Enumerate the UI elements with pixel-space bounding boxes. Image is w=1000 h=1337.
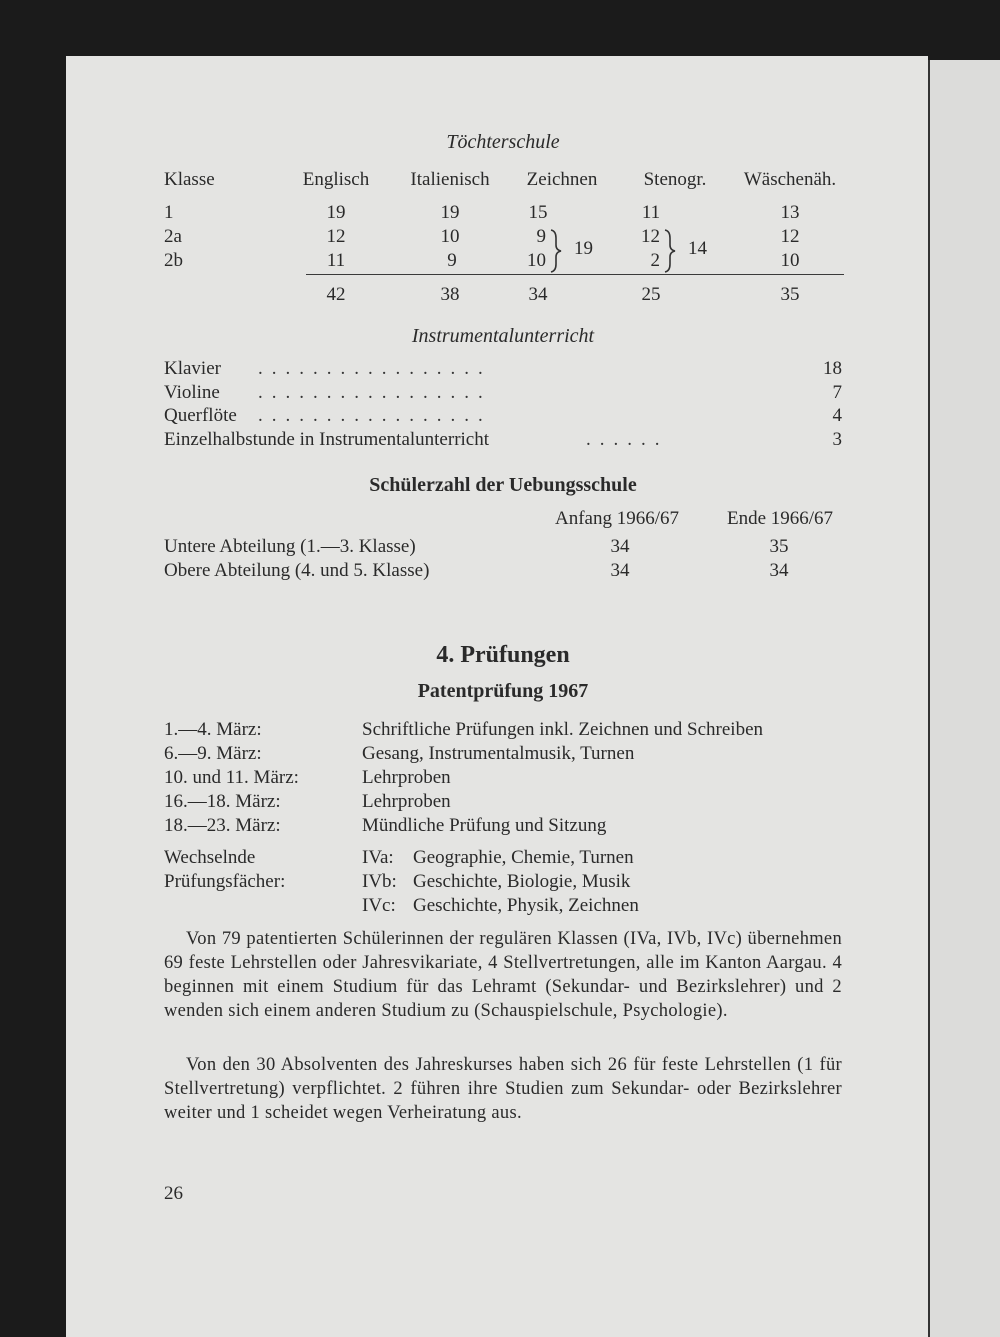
total-italienisch: 38 — [440, 284, 460, 305]
schedule-date: 6.—9. März: — [164, 743, 262, 764]
pruefungen-subtitle: Patentprüfung 1967 — [417, 680, 589, 702]
leader-dots: ................. — [258, 358, 492, 379]
paragraph-patentierte: Von 79 patentierten Schülerinnen der regulären Klassen (IVa, IVb, IVc) übernehmen 69 feste Lehrstellen oder Jahresvikariate, 4 Stellvertretungen, alle im Kanton Aargau. 4 beginnen mit einem Studium für das Lehramt (Sekundar- und Bezirkslehrer) und 2 wenden sich einem anderen Studium zu (Schauspielschule, Psychologie). — [164, 929, 842, 1021]
schedule-desc: Gesang, Instrumentalmusik, Turnen — [362, 743, 635, 764]
col-header-italienisch: Italienisch — [410, 169, 490, 190]
uebungsschule-untere-ende: 35 — [769, 536, 789, 557]
uebungsschule-untere-anfang: 34 — [610, 536, 630, 557]
fach-desc: Geschichte, Physik, Zeichnen — [413, 895, 639, 916]
col-header-zeichnen: Zeichnen — [526, 169, 598, 190]
row-2a-zeichnen: 9 — [536, 226, 546, 247]
uebungsschule-row-untere: Untere Abteilung (1.—3. Klasse) — [164, 536, 416, 557]
schedule-date: 18.—23. März: — [164, 815, 281, 836]
fach-code: IVc: — [362, 895, 396, 916]
total-zeichnen: 34 — [528, 284, 548, 305]
instrumental-title: Instrumentalunterricht — [411, 325, 595, 347]
fach-code: IVa: — [362, 847, 394, 868]
row-2b-waeschenaeh: 10 — [780, 250, 800, 271]
pruefungsfaecher-label: Prüfungsfächer: — [164, 871, 286, 892]
schedule-desc: Lehrproben — [362, 791, 451, 812]
zeichnen-brace-icon — [549, 228, 563, 274]
row-2a-waeschenaeh: 12 — [780, 226, 800, 247]
total-stenogr: 25 — [641, 284, 661, 305]
instr-label-violine: Violine — [164, 382, 220, 403]
row-1-waeschenaeh: 13 — [780, 202, 800, 223]
total-englisch: 42 — [326, 284, 346, 305]
schedule-desc: Lehrproben — [362, 767, 451, 788]
schedule-desc: Mündliche Prüfung und Sitzung — [362, 815, 607, 836]
zeichnen-combined: 19 — [574, 238, 593, 259]
fach-code: IVb: — [362, 871, 397, 892]
col-header-englisch: Englisch — [302, 169, 370, 190]
adjacent-page-edge — [928, 60, 1000, 1337]
uebungsschule-title: Schülerzahl der Uebungsschule — [369, 474, 637, 496]
row-1-stenogr: 11 — [641, 202, 661, 223]
totals-rule — [306, 274, 844, 275]
row-2a-stenogr: 12 — [641, 226, 660, 247]
paragraph-absolventen: Von den 30 Absolventen des Jahreskurses haben sich 26 für feste Lehrstellen (1 für Stellvertretung) verpflichtet. 2 führen ihre Studien zum Sekundar- oder Bezirkslehrer weiter und 1 scheidet wegen Verheiratung aus. — [164, 1055, 842, 1123]
leader-dots: ................. — [258, 382, 492, 403]
row-2b-englisch: 11 — [326, 250, 346, 271]
row-2a-englisch: 12 — [326, 226, 346, 247]
page-number: 26 — [164, 1183, 183, 1204]
instr-label-querfloete: Querflöte — [164, 405, 237, 426]
row-1-italienisch: 19 — [440, 202, 460, 223]
instr-label-einzelhalbstunde: Einzelhalbstunde in Instrumentalunterricht — [164, 429, 490, 450]
total-waeschenaeh: 35 — [780, 284, 800, 305]
row-1-klasse: 1 — [164, 202, 174, 223]
uebungsschule-obere-anfang: 34 — [610, 560, 630, 581]
fach-desc: Geschichte, Biologie, Musik — [413, 871, 631, 892]
row-2b-italienisch: 9 — [447, 250, 457, 271]
uebungsschule-row-obere: Obere Abteilung (4. und 5. Klasse) — [164, 560, 430, 581]
col-header-waeschenaeh: Wäschenäh. — [743, 169, 837, 190]
uebungsschule-col-anfang: Anfang 1966/67 — [554, 508, 680, 529]
instr-value-einzelhalbstunde: 3 — [832, 429, 842, 450]
instr-value-klavier: 18 — [823, 358, 842, 379]
fach-desc: Geographie, Chemie, Turnen — [413, 847, 634, 868]
col-header-klasse: Klasse — [164, 169, 215, 190]
schedule-desc: Schriftliche Prüfungen inkl. Zeichnen und Schreiben — [362, 719, 764, 740]
wechselnde-label: Wechselnde — [164, 847, 256, 868]
schedule-date: 10. und 11. März: — [164, 767, 299, 788]
pruefungen-title: 4. Prüfungen — [436, 642, 570, 668]
leader-dots: ................. — [258, 405, 492, 426]
col-header-stenogr: Stenogr. — [643, 169, 707, 190]
row-2b-zeichnen: 10 — [527, 250, 546, 271]
row-2b-stenogr: 2 — [650, 250, 660, 271]
instr-value-violine: 7 — [832, 382, 842, 403]
row-2a-klasse: 2a — [164, 226, 182, 247]
instr-label-klavier: Klavier — [164, 358, 221, 379]
toechterschule-title: Töchterschule — [446, 131, 560, 153]
row-1-zeichnen: 15 — [528, 202, 548, 223]
uebungsschule-obere-ende: 34 — [769, 560, 789, 581]
schedule-date: 16.—18. März: — [164, 791, 281, 812]
stenogr-brace-icon — [663, 228, 677, 274]
row-1-englisch: 19 — [326, 202, 346, 223]
schedule-date: 1.—4. März: — [164, 719, 262, 740]
instr-value-querfloete: 4 — [832, 405, 842, 426]
uebungsschule-col-ende: Ende 1966/67 — [726, 508, 834, 529]
stenogr-combined: 14 — [688, 238, 707, 259]
row-2b-klasse: 2b — [164, 250, 183, 271]
leader-dots: ...... — [586, 429, 669, 450]
row-2a-italienisch: 10 — [440, 226, 460, 247]
